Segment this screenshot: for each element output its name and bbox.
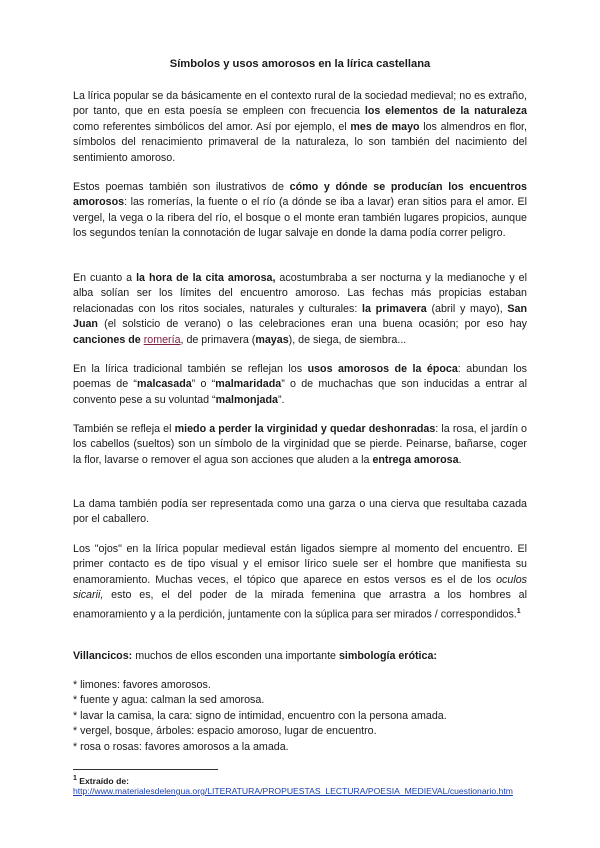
text: La lírica popular se da básicamente en el contexto rural de la sociedad medieval; no es extraño, por tanto, que en esta poesía se empleen con frecuencia [73,90,527,118]
bold-text: mes de mayo [350,120,420,133]
paragraph-naturaleza [73,89,527,166]
footnote-url-link[interactable]: http://www.materialesdelengua.org/LITERATURA/PROPUESTAS_LECTURA/POESIA_MEDIEVAL/cuestionario.htm [73,786,513,796]
text: : las romerías, la fuente o el río (a dónde se iba a lavar) eran sitios para el amor. El vergel, la vega o la ribera del río, el bosque o el monte eran también lugares propicios, aunque los segundos tenían la connotación de lugar salvaje en donde la dama podía correr peligro. [73,196,527,240]
bold-text: mayas [255,333,289,346]
bold-text: los elementos de la naturaleza [364,105,527,118]
text: Los "ojos" en la lírica popular medieval están ligados siempre al momento del encuentro. El primer contacto es de tipo visual y el emisor lírico suele ser el hombre que manifiesta su enamoramiento. Muchas veces, el tópico que aparece en estos versos es el de los [73,543,527,586]
bold-text: San Juan [73,302,528,331]
bold-text: malmonjada [215,393,278,406]
text: ”. [277,393,285,406]
text: Estos poemas también son ilustrativos de [73,181,290,193]
text: También se refleja el [73,423,175,435]
text: : la rosa, el jardín o los cabellos (sueltos) son un símbolo de la virginidad que se pierde. Peinarse, bañarse, coger la flor, lavarse o remover el agua son acciones que aluden a la [73,423,527,466]
paragraph-usos-amorosos [73,362,527,408]
footnote-reference[interactable]: 1 [516,607,521,615]
text: los almendros en flor, símbolos del renacimiento primaveral de la naturaleza, lo son también del nacimiento del sentimiento amoroso. [73,120,527,164]
text: En cuanto a [73,272,137,284]
bold-text: malcasada [137,378,192,391]
list-item: * fuente y agua: calman la sed amorosa. [73,694,265,707]
text: En la lírica tradicional también se reflejan los [73,363,308,375]
bold-text: Villancicos: [73,650,133,662]
text: muchos de ellos esconden una importante [132,650,339,662]
romeria-link[interactable]: romería [143,333,181,346]
text: (abril y mayo), [426,302,508,315]
paragraph-virginidad [73,422,527,468]
document-title: Símbolos y usos amorosos en la lírica castellana [169,58,431,70]
footnote-number: 1 [73,775,77,782]
paragraph-dama: La dama también podía ser representada como una garza o una cierva que resultaba cazada por el caballero. [73,498,527,526]
text: esto es, el del poder de la mirada femenina que arrastra a los hombres al enamoramiento y a la perdición, juntamente con la súplica para ser mirados / correspondidos. [73,589,527,621]
bold-text: entrega amorosa [372,453,459,466]
bold-text: usos amorosos de la época [307,363,458,375]
list-item: * limones: favores amorosos. [73,679,211,691]
text: : abundan los poemas de “ [73,363,527,391]
list-item: * vergel, bosque, árboles: espacio amoroso, lugar de encuentro. [73,725,377,738]
footnote-label-text: Extraído de: [79,775,129,786]
text: (el solsticio de verano) o las celebraciones eran una buena ocasión; por eso hay [97,318,527,331]
bold-text: miedo a perder la virginidad y quedar deshonradas [174,423,436,435]
text: . [458,453,462,466]
footnote-divider [73,769,218,770]
text: ” o “ [191,378,216,391]
text: ), de siega, de siembra... [288,333,407,346]
paragraph-hora-cita [73,271,527,348]
bold-text: cómo y dónde se producían los encuentros amorosos [73,181,527,209]
text: ” o de muchachas que son inducidas a entrar al convento pese a su voluntad “ [73,378,527,406]
list-item: * rosa o rosas: favores amorosos a la amada. [73,740,289,753]
text: acostumbraba a ser nocturna y la medianoche y el alba solían ser los límites del encuentro amoroso. Las fechas más propicias estaban relacionadas con los ritos sociales, naturales y culturales: [73,272,527,315]
bold-text: la primavera [362,302,427,315]
paragraph-villancicos [73,649,527,664]
bold-text: malmaridada [215,378,282,391]
bold-text: simbología erótica: [338,650,437,662]
bold-text: canciones de [73,333,144,346]
list-item: * lavar la camisa, la cara: signo de intimidad, encuentro con la persona amada. [73,709,447,722]
paragraph-ojos [73,542,527,623]
text: , de primavera ( [180,333,256,346]
bold-text: la hora de la cita amorosa, [136,272,276,284]
paragraph-encuentros [73,180,527,242]
italic-text: oculos sicarii, [73,573,527,602]
text: como referentes simbólicos del amor. Así por ejemplo, el [73,120,351,133]
symbol-list [73,678,527,755]
